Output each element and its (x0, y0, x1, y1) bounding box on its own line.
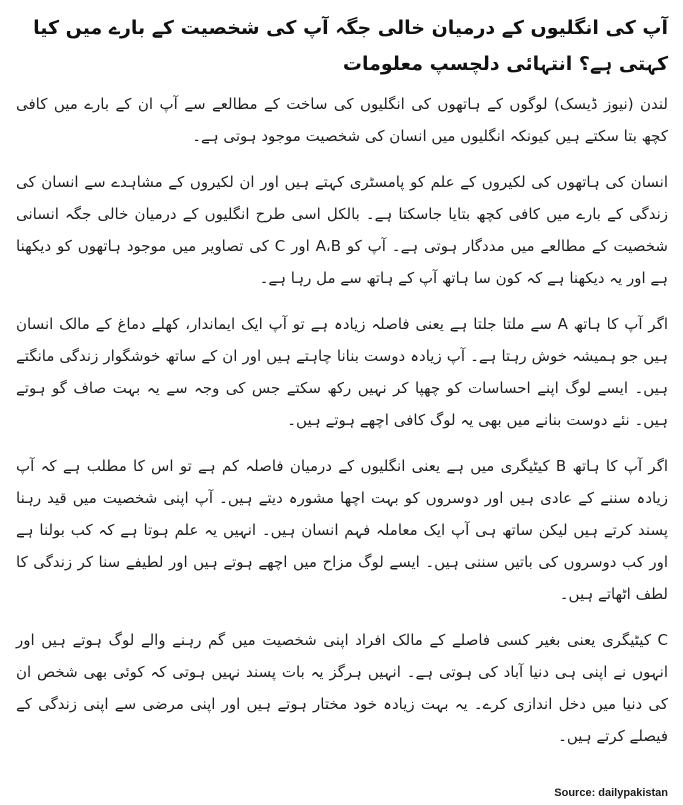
article-headline: آپ کی انگلیوں کے درمیان خالی جگہ آپ کی شخصیت کے بارے میں کیا کہتی ہے؟ انتہائی دلچسپ معلومات (33, 17, 668, 75)
article-paragraph-palmistry: انسان کی ہاتھوں کی لکیروں کے علم کو پامسٹری کہتے ہیں اور ان لکیروں کے مشاہدے سے انسان کی زندگی کے بارے میں کافی کچھ بتایا جاسکتا ہے۔ بالکل اسی طرح انگلیوں کے درمیان خالی جگہ انسانی شخصیت کے مطالعے میں مددگار ہوتی ہے۔ آپ کو A،B اور C کی تصاویر میں موجود ہاتھوں کو دیکھنا ہے اور یہ دیکھنا ہے کہ کون سا ہاتھ آپ کے ہاتھ سے مل رہا ہے۔ (16, 173, 668, 287)
article (16, 10, 668, 766)
article-paragraph-intro: لندن (نیوز ڈیسک) لوگوں کے ہاتھوں کی انگلیوں کی ساخت کے مطالعے سے آپ ان کے بارے میں کافی کچھ بتا سکتے ہیں کیونکہ انگلیوں میں انسان کی شخصیت موجود ہوتی ہے۔ (16, 95, 668, 145)
article-paragraph-category-a: اگر آپ کا ہاتھ A سے ملتا جلتا ہے یعنی فاصلہ زیادہ ہے تو آپ ایک ایماندار، کھلے دماغ کے مالک انسان ہیں جو ہمیشہ خوش رہتا ہے۔ آپ زیادہ دوست بنانا چاہتے ہیں اور ان کے ساتھ خوشگوار زندگی مانگتے ہیں۔ ایسے لوگ اپنے احساسات کو چھپا کر نہیں رکھ سکتے جس کی وجہ سے یہ بہت صاف گو ہوتے ہیں۔ نئے دوست بنانے میں بھی یہ لوگ کافی اچھے ہوتے ہیں۔ (16, 315, 669, 429)
source-credit: Source: dailypakistan (554, 787, 668, 799)
article-paragraph-category-c: C کیٹیگری یعنی بغیر کسی فاصلے کے مالک افراد اپنی شخصیت میں گم رہنے والے لوگ ہوتے ہیں اور انہوں نے اپنی ہی دنیا آباد کی ہوتی ہے۔ انہیں ہرگز یہ بات پسند نہیں ہوتی کہ کوئی بھی شخص ان کی دنیا میں دخل اندازی کرے۔ یہ بہت زیادہ خود مختار ہوتے ہیں اور اپنی مرضی سے اپنی زندگی کے فیصلے کرتے ہیں۔ (16, 631, 668, 745)
article-paragraph-category-b: اگر آپ کا ہاتھ B کیٹیگری میں ہے یعنی انگلیوں کے درمیان فاصلہ کم ہے تو اس کا مطلب ہے کہ آپ زیادہ سننے کے عادی ہیں اور دوسروں کو بہت اچھا مشورہ دیتے ہیں۔ آپ اپنی شخصیت میں قید رہنا پسند کرتے ہیں لیکن ساتھ ہی آپ ایک معاملہ فہم انسان ہیں۔ انہیں یہ علم ہوتا ہے کہ کب بولنا ہے اور کب دوسروں کی باتیں سننی ہیں۔ ایسے لوگ مزاح میں اچھے ہوتے ہیں اور لطیفے سنا کر زندگی کا لطف اٹھاتے ہیں۔ (16, 457, 669, 603)
